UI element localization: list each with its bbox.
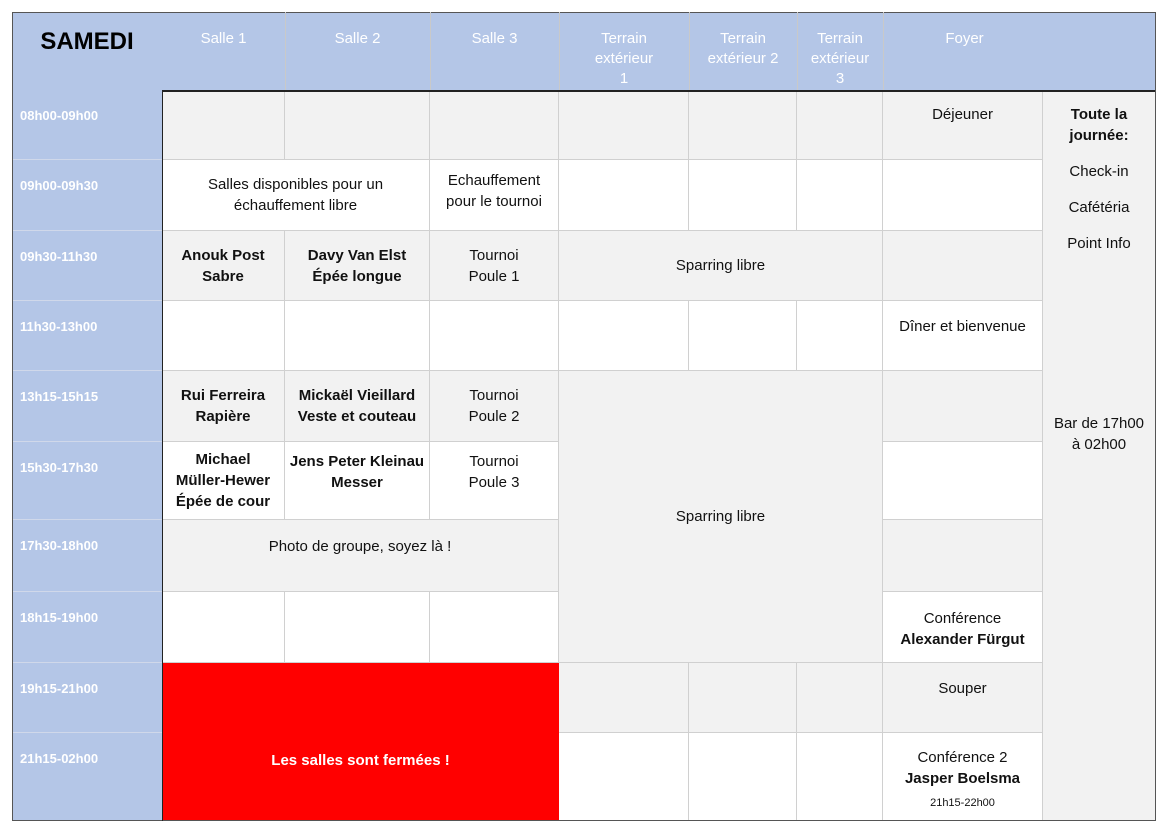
event-rui-ferreira xyxy=(162,371,285,442)
time-cell: 17h30-18h00 xyxy=(12,520,162,592)
empty-cell xyxy=(162,90,285,160)
empty-cell xyxy=(559,733,689,821)
event-salles-libres xyxy=(162,160,430,231)
bar-info: à 02h00 xyxy=(1071,436,1127,453)
event-line: Rapière xyxy=(195,408,251,425)
grid-line xyxy=(883,12,884,90)
event-dejeuner: Déjeuner xyxy=(883,90,1043,160)
col-header-salle-2: Salle 2 xyxy=(285,12,430,90)
event-line: Mickaël Vieillard xyxy=(298,387,416,404)
event-conference-1 xyxy=(883,592,1043,663)
grid-line xyxy=(559,12,560,90)
event-line: Davy Van Elst xyxy=(307,246,407,264)
event-line: Michael xyxy=(195,451,251,468)
time-cell: 21h15-02h00 xyxy=(12,733,162,821)
event-photo-de-groupe: Photo de groupe, soyez là ! xyxy=(162,520,559,592)
grid-line xyxy=(12,820,1156,821)
empty-cell xyxy=(430,592,559,663)
empty-cell xyxy=(285,301,430,371)
event-line: Poule 3 xyxy=(468,473,520,491)
empty-cell xyxy=(797,301,883,371)
time-cell: 19h15-21h00 xyxy=(12,663,162,733)
event-tournoi-poule-2 xyxy=(430,371,559,442)
event-line: Rui Ferreira xyxy=(180,387,266,404)
grid-line xyxy=(12,12,1156,13)
all-day-title: Toute la xyxy=(1070,106,1128,123)
grid-line xyxy=(285,12,286,90)
event-line: Poule 2 xyxy=(468,408,520,425)
all-day-item: Cafétéria xyxy=(1068,199,1130,216)
event-anouk-post xyxy=(162,231,285,301)
empty-cell xyxy=(162,592,285,663)
empty-cell xyxy=(430,90,559,160)
empty-cell xyxy=(430,301,559,371)
empty-cell xyxy=(883,442,1043,520)
bar-info: Bar de 17h00 xyxy=(1053,415,1145,432)
col-header-terrain-2: Terrain extérieur 2 xyxy=(689,12,797,90)
empty-cell xyxy=(559,301,689,371)
event-line: Jasper Boelsma xyxy=(904,770,1021,787)
grid-line xyxy=(162,90,1156,92)
grid-line xyxy=(162,90,163,821)
event-line: Sabre xyxy=(202,267,244,285)
event-mickael-vieillard xyxy=(285,371,430,442)
event-salles-fermees: Les salles sont fermées ! xyxy=(162,663,559,821)
col-header-terrain-1: Terrain extérieur 1 xyxy=(559,12,689,90)
event-line: Anouk Post xyxy=(181,246,265,264)
event-line: Jens Peter Kleinau xyxy=(289,452,425,470)
empty-cell xyxy=(285,592,430,663)
time-cell: 18h15-19h00 xyxy=(12,592,162,663)
event-line: Poule 1 xyxy=(468,267,520,285)
event-line: Conférence xyxy=(923,610,1002,627)
empty-cell xyxy=(797,733,883,821)
event-davy-van-elst xyxy=(285,231,430,301)
event-line: Echauffement xyxy=(447,172,541,189)
event-sparring-libre-1: Sparring libre xyxy=(559,231,883,301)
grid-line xyxy=(1155,12,1156,821)
empty-cell xyxy=(559,90,689,160)
grid-line xyxy=(689,12,690,90)
day-title: SAMEDI xyxy=(12,12,162,90)
event-michael-muller-hewer xyxy=(162,442,285,520)
empty-cell xyxy=(883,160,1043,231)
empty-cell xyxy=(559,160,689,231)
event-sparring-libre-2: Sparring libre xyxy=(559,371,883,663)
event-line: Tournoi xyxy=(469,452,519,470)
all-day-item: Point Info xyxy=(1067,235,1131,252)
empty-cell xyxy=(689,90,797,160)
empty-cell xyxy=(883,371,1043,442)
empty-cell xyxy=(689,733,797,821)
grid-line xyxy=(797,12,798,90)
event-tournoi-poule-3 xyxy=(430,442,559,520)
col-header-salle-3: Salle 3 xyxy=(430,12,559,90)
empty-cell xyxy=(162,301,285,371)
event-line: Messer xyxy=(331,473,383,491)
col-header-salle-1: Salle 1 xyxy=(162,12,285,90)
event-line: Épée longue xyxy=(312,267,402,285)
event-line: Veste et couteau xyxy=(297,408,417,425)
empty-cell xyxy=(689,663,797,733)
event-jens-peter-kleinau xyxy=(285,442,430,520)
all-day-title: journée: xyxy=(1069,127,1129,144)
event-line: Müller-Hewer xyxy=(175,472,271,489)
empty-cell xyxy=(883,520,1043,592)
empty-cell xyxy=(285,90,430,160)
event-line: Conférence 2 xyxy=(917,749,1008,766)
time-cell: 13h15-15h15 xyxy=(12,371,162,442)
event-souper: Souper xyxy=(883,663,1043,733)
event-line: Épée de cour xyxy=(175,493,271,510)
time-cell: 11h30-13h00 xyxy=(12,301,162,371)
event-line: Salles disponibles pour un xyxy=(207,176,384,193)
event-line: échauffement libre xyxy=(233,197,358,214)
event-line: Alexander Fürgut xyxy=(900,631,1025,648)
time-cell: 15h30-17h30 xyxy=(12,442,162,520)
event-echauffement xyxy=(430,160,559,231)
empty-cell xyxy=(689,301,797,371)
empty-cell xyxy=(797,160,883,231)
event-time: 21h15-22h00 xyxy=(930,797,995,809)
event-conference-2 xyxy=(883,733,1043,821)
all-day-column xyxy=(1043,90,1156,821)
empty-cell xyxy=(797,90,883,160)
all-day-item: Check-in xyxy=(1069,163,1129,180)
time-cell: 09h30-11h30 xyxy=(12,231,162,301)
event-tournoi-poule-1 xyxy=(430,231,559,301)
event-diner: Dîner et bienvenue xyxy=(883,301,1043,371)
col-header-foyer: Foyer xyxy=(883,12,1156,90)
event-line: Tournoi xyxy=(469,387,519,404)
grid-line xyxy=(430,12,431,90)
empty-cell xyxy=(559,663,689,733)
time-cell: 09h00-09h30 xyxy=(12,160,162,231)
col-header-terrain-3: Terrain extérieur 3 xyxy=(797,12,883,90)
empty-cell xyxy=(797,663,883,733)
empty-cell xyxy=(689,160,797,231)
schedule-table xyxy=(12,12,1156,821)
event-line: Tournoi xyxy=(469,246,519,264)
event-line: pour le tournoi xyxy=(446,193,542,210)
time-cell: 08h00-09h00 xyxy=(12,90,162,160)
grid-line xyxy=(12,12,13,821)
empty-cell xyxy=(883,231,1043,301)
